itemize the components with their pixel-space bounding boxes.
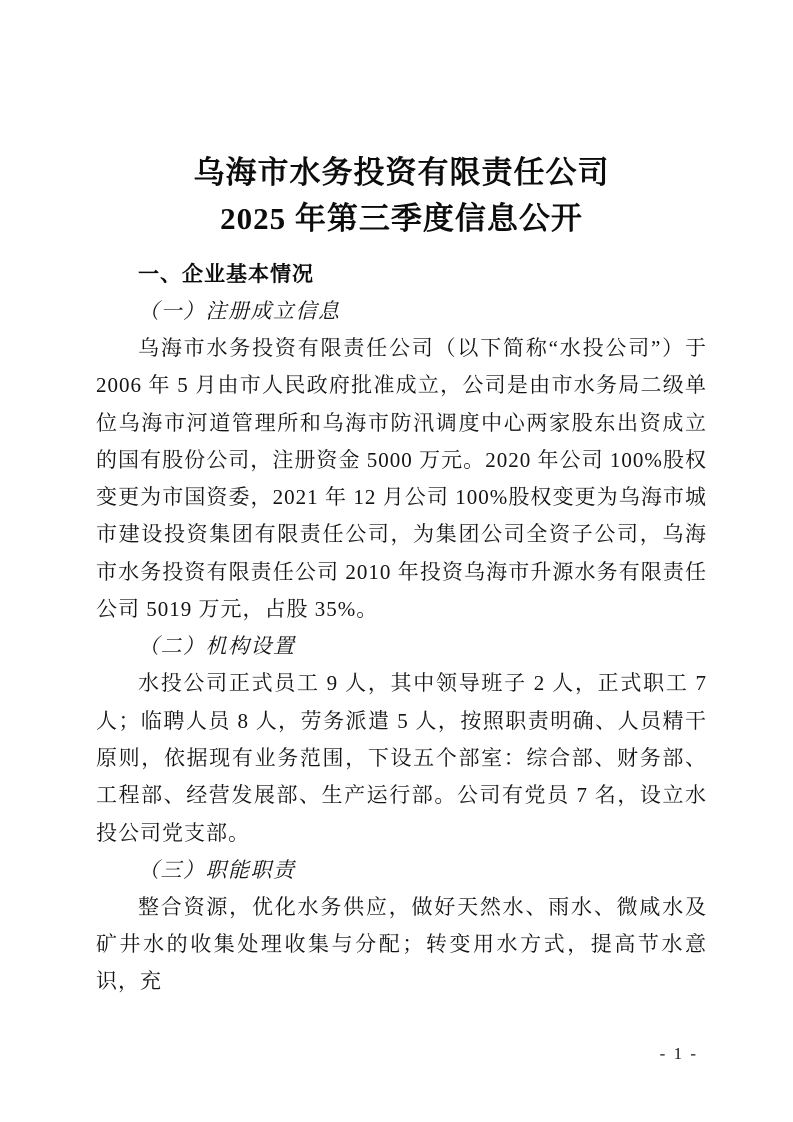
- paragraph-organization-setup: 水投公司正式员工 9 人，其中领导班子 2 人，正式职工 7 人；临聘人员 8 人，劳务派遣 5 人，按照职责明确、人员精干原则，依据现有业务范围，下设五个部室：综合部、财务部、工程部、经营发展部、生产运行部。公司有党员 7 名，设立水投公司党支部。: [96, 671, 707, 845]
- section-heading-company-basic-info: 一、企业基本情况: [138, 263, 314, 286]
- document-content: [96, 150, 707, 1001]
- subsection-heading-functions-duties: （三）职能职责: [138, 857, 296, 882]
- document-title-line-1: 乌海市水务投资有限责任公司: [193, 155, 610, 190]
- subsection-heading-organization-setup: （二）机构设置: [138, 634, 296, 659]
- paragraph-registration-info: 乌海市水务投资有限责任公司（以下简称“水投公司”）于 2006 年 5 月由市人民政府批准成立，公司是由市水务局二级单位乌海市河道管理所和乌海市防汛调度中心两家股东出资成立的国有股份公司，注册资金 5000 万元。2020 年公司 100%股权变更为市国资委，2021 年 12 月公司 100%股权变更为乌海市城市建设投资集团有限责任公司，为集团公司全资子公司，乌海市水务投资有限责任公司 2010 年投资乌海市升源水务有限责任公司 5019 万元，占股 35%。: [96, 336, 707, 622]
- paragraph-functions-duties: 整合资源，优化水务供应，做好天然水、雨水、微咸水及矿井水的收集处理收集与分配；转变用水方式，提高节水意识，充: [96, 894, 707, 994]
- document-title: [96, 150, 707, 242]
- document-title-line-2: 2025 年第三季度信息公开: [220, 201, 583, 236]
- page-number: - 1 -: [659, 1044, 698, 1063]
- subsection-heading-registration-info: （一）注册成立信息: [138, 299, 341, 323]
